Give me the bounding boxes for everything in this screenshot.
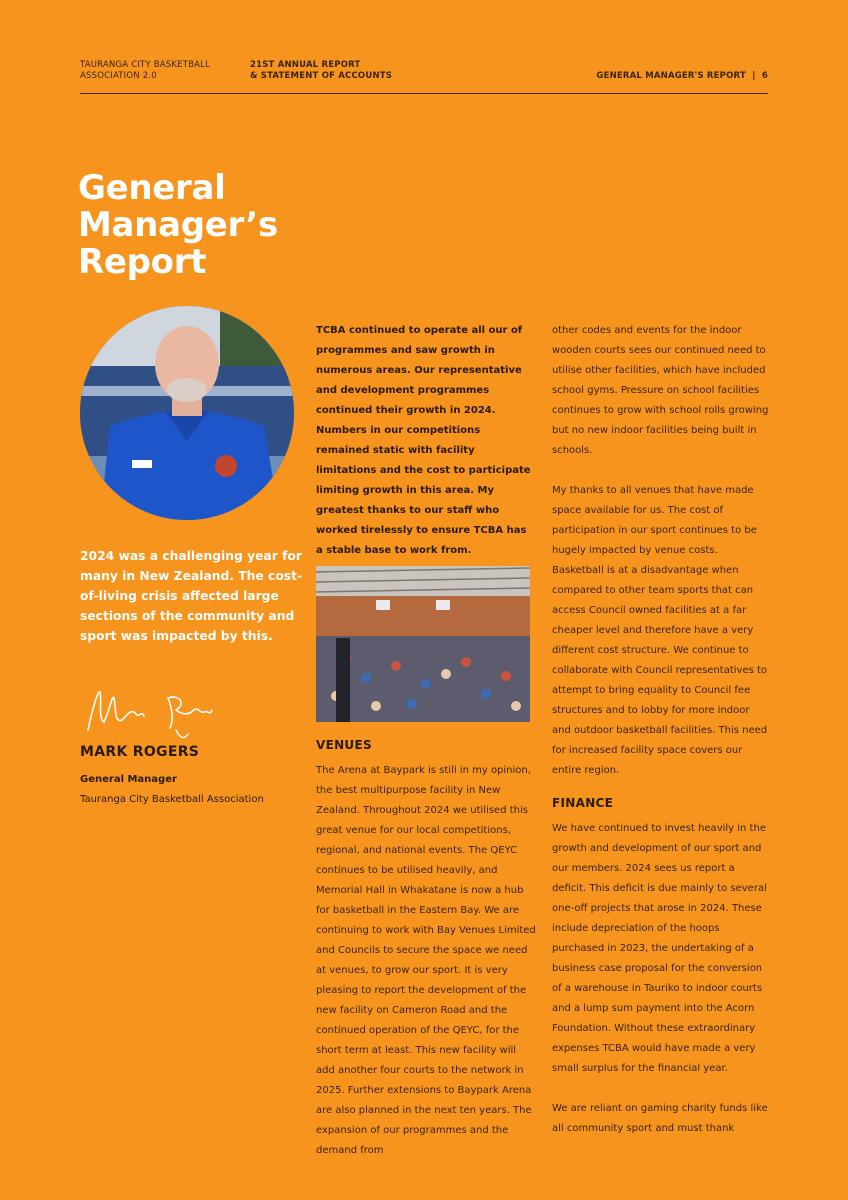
signatory-role: General Manager [80,774,177,785]
page-title: General Manager’s Report [78,168,278,282]
header-organisation: TAURANGA CITY BASKETBALL ASSOCIATION 2.0 [80,60,211,81]
paragraph-gap [552,1079,770,1099]
facilities-paragraph: other codes and events for the indoor wooden courts sees our continued need to utilise other facilities, which have included school gyms. Pressure on school facilities continues to grow with school rolls growing but no new indoor facilities being built in schools. [552,325,769,456]
venues-heading: VENUES [316,738,372,752]
portrait-illustration [80,306,294,520]
venue-costs-paragraph: My thanks to all venues that have made space available for us. The cost of participation in our sport continues to be hugely impacted by venue costs. Basketball is at a disadvantage when compared to other team sports that can access Council owned facilities at a far cheaper level and therefore have a very different cost structure. We continue to collaborate with Council representatives to attempt to bring equality to Council fee structures and to lobby for more indoor and outdoor basketball facilities. This need for increased facility space covers our entire region. [552,485,768,776]
intro-column [316,321,532,561]
pull-quote: 2024 was a challenging year for many in New Zealand. The cost-of-living crisis affected large sections of the community and sport was impacted by this. [80,549,303,643]
finance-heading: FINANCE [552,796,614,810]
paragraph-gap [552,461,770,481]
event-photo-illustration [316,566,530,722]
page-number: 6 [761,71,768,81]
header-section-name: GENERAL MANAGER'S REPORT [596,71,746,81]
portrait-photo [80,306,294,520]
header-divider [80,93,768,94]
signatory-name: MARK ROGERS [80,744,200,760]
intro-paragraph: TCBA continued to operate all our of programmes and saw growth in numerous areas. Our representative and development programmes continued their growth in 2024. Numbers in our competitions remained static with facility limitations and the cost to participate limiting growth in this area. My greatest thanks to our staff who worked tirelessly to ensure TCBA has a stable base to work from. [316,325,531,556]
signatory-details [80,770,264,810]
venues-column [316,761,536,1161]
header-separator: | [749,71,759,81]
signature-image [80,680,215,742]
venues-paragraph: The Arena at Baypark is still in my opinion, the best multipurpose facility in New Zealand. Throughout 2024 we utilised this great venue for our local competitions, regional, and national events. The QEYC continues to be utilised heavily, and Memorial Hall in Whakatane is now a hub for basketball in the Eastern Bay. We are continuing to work with Bay Venues Limited and Councils to secure the space we need at venues, to grow our sport. It is very pleasing to report the development of the new facility on Cameron Road and the continued operation of the QEYC, for the short term at least. This new facility will add another four courts to the network in 2025. Further extensions to Baypark Arena are also planned in the next ten years. The expansion of our programmes and the demand from [316,765,536,1156]
event-photo [316,566,530,722]
gaming-funds-paragraph: We are reliant on gaming charity funds like all community sport and must thank [552,1103,768,1134]
signatory-organisation: Tauranga City Basketball Association [80,794,264,805]
facilities-column [552,321,770,781]
finance-column [552,819,770,1139]
header-report-title: 21ST ANNUAL REPORT & STATEMENT OF ACCOUNTS [250,60,393,81]
header-section [596,71,768,82]
finance-paragraph: We have continued to invest heavily in the growth and development of our sport and our members. 2024 sees us report a deficit. This deficit is due mainly to several one-off projects that arose in 2024. These include depreciation of the hoops purchased in 2023, the undertaking of a business case proposal for the conversion of a warehouse in Tauriko to indoor courts and a lump sum payment into the Acorn Foundation. Without these extraordinary expenses TCBA would have made a very small surplus for the financial year. [552,823,767,1074]
